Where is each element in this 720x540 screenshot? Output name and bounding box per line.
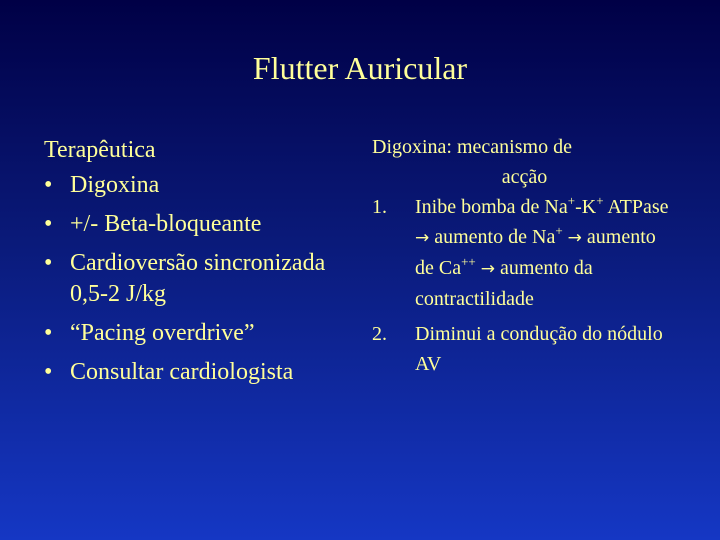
list-item <box>44 357 354 388</box>
superscript: + <box>596 193 604 208</box>
bullet-list <box>44 170 354 388</box>
bullet-text: Consultar cardiologista <box>70 359 294 385</box>
list-item <box>372 319 677 379</box>
bullet-icon: • <box>44 172 53 198</box>
left-column <box>44 131 354 396</box>
item-text-part: -K <box>575 196 597 218</box>
item-text-part: aumento da contractilidade <box>415 257 593 310</box>
left-heading: Terapêutica <box>44 137 156 163</box>
numbered-list <box>372 192 677 379</box>
superscript: ++ <box>461 254 476 269</box>
item-number: 2. <box>372 323 387 345</box>
bullet-icon: • <box>44 359 53 385</box>
bullet-text: +/- Beta-bloqueante <box>70 211 262 237</box>
arrow-right-icon: → <box>480 259 496 279</box>
bullet-icon: • <box>44 211 53 237</box>
arrow-right-icon: → <box>415 228 430 248</box>
arrow-right-icon: → <box>567 228 582 248</box>
bullet-icon: • <box>44 320 53 346</box>
bullet-text: Cardioversão sincronizada 0,5-2 J/kg <box>70 250 326 307</box>
bullet-text: Digoxina <box>70 172 160 198</box>
slide-title: Flutter Auricular <box>252 50 468 86</box>
bullet-icon: • <box>44 250 53 276</box>
superscript: + <box>567 193 576 208</box>
list-item <box>44 170 354 201</box>
list-item <box>44 248 354 310</box>
right-heading-line1: Digoxina: mecanismo de <box>372 136 572 158</box>
right-column <box>372 132 677 379</box>
right-heading-line2: acção <box>501 166 548 188</box>
list-item <box>372 192 677 314</box>
item-number: 1. <box>372 196 387 218</box>
item-text-part: aumento de Na <box>429 226 556 248</box>
list-item <box>44 318 354 349</box>
item-text-part: ATPase <box>603 196 669 218</box>
list-item <box>44 209 354 240</box>
bullet-text: “Pacing overdrive” <box>70 320 255 346</box>
item-text-part: aumento de Ca <box>415 226 656 279</box>
superscript: + <box>555 223 563 238</box>
item-text: Diminui a condução do nódulo AV <box>415 323 663 375</box>
right-heading <box>372 132 677 192</box>
item-text-part: Inibe bomba de Na <box>415 196 568 218</box>
